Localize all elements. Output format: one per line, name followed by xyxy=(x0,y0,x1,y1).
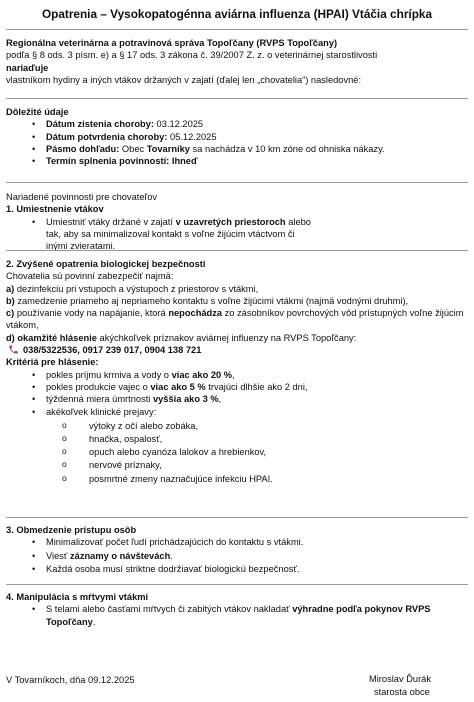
measure-c xyxy=(6,307,468,332)
item-value: 05.12.2025 xyxy=(167,131,217,142)
list-item xyxy=(6,381,468,393)
measure-label: b) xyxy=(6,295,15,306)
section-heading: 2. Zvýšené opatrenia biologickej bezpečnosti xyxy=(6,259,206,269)
item-text: Viesť xyxy=(46,550,70,561)
item-text: , xyxy=(232,369,235,380)
criteria-heading: Kritériá pre hlásenie: xyxy=(6,357,99,368)
section-intro: Chovatelia sú povinní zabezpečiť najmä: xyxy=(6,271,174,282)
item-text: alebo tak, aby sa minimalizoval kontakt s voľne žijúcim vtáctvom či inými zvieratami. xyxy=(46,216,311,252)
item-text: pokles príjmu krmiva a vody o xyxy=(46,369,172,380)
divider xyxy=(6,182,468,183)
measure-d xyxy=(6,332,468,344)
important-heading: Dôležité údaje xyxy=(6,107,69,117)
header-block xyxy=(6,37,468,86)
place-date: V Tovarníkoch, dňa 09.12.2025 xyxy=(6,675,135,685)
section-4-list xyxy=(6,603,468,628)
item-label: Dátum zistenia choroby: xyxy=(46,119,154,130)
item-text: , xyxy=(218,394,222,405)
measure-text: zamedzenie priameho aj nepriameho kontaktu s voľne žijúcimi vtákmi (najmä vodnými druhmi), xyxy=(14,295,409,306)
phone-numbers: 038/5322536, 0917 239 017, 0904 138 721 xyxy=(23,345,202,356)
measure-text: používanie vody na napájanie, ktorá xyxy=(14,308,169,319)
item-text-bold: vyššia ako 3 % xyxy=(152,394,219,405)
measure-text: akýchkoľvek príznakov aviárnej influenzy na RVPS Topoľčany: xyxy=(96,332,357,343)
section-2 xyxy=(6,258,468,486)
measure-a xyxy=(6,283,468,295)
section-3-list xyxy=(6,536,468,576)
item-text: trvajúci dlhšie ako 2 dni, xyxy=(205,381,308,392)
item-label: Termín splnenia povinností: Ihneď xyxy=(46,156,198,167)
item-text: Umiestniť vtáky držané v zajatí xyxy=(46,216,176,227)
criteria-list xyxy=(6,369,468,418)
divider xyxy=(6,29,468,30)
list-item xyxy=(6,155,468,167)
measure-label: d) xyxy=(6,332,15,343)
symptoms-list xyxy=(6,420,468,486)
section-4 xyxy=(6,591,468,628)
item-text: pokles produkcie vajec o xyxy=(46,381,151,392)
section-heading: 3. Obmedzenie prístupu osôb xyxy=(6,525,137,535)
important-list xyxy=(6,118,468,167)
list-item xyxy=(6,143,468,155)
list-item xyxy=(6,536,468,549)
section-1 xyxy=(6,191,468,252)
section-heading: 4. Manipulácia s mŕtvymi vtákmi xyxy=(6,592,149,602)
item-text-bold: záznamy o návštevách xyxy=(70,550,171,561)
item-text: Minimalizovať počet ľudí prichádzajúcich do kontaktu s vtákmi. xyxy=(46,537,304,548)
item-text: S telami alebo časťami mŕtvych či zabitých vtákov nakladať xyxy=(46,604,293,615)
orders-word: nariaďuje xyxy=(6,62,49,73)
signer-name: Miroslav Ďurák xyxy=(369,674,431,684)
list-item xyxy=(6,393,468,405)
item-text-bold: viac ako 5 % xyxy=(150,381,206,392)
list-item xyxy=(6,603,468,628)
list-item: o opuch alebo cyanóza lalokov a hrebienkov, xyxy=(6,446,468,459)
measure-text-bold: okamžité hlásenie xyxy=(14,332,97,343)
list-item xyxy=(6,216,468,253)
item-text-bold: výhradne podľa pokynov RVPS Topoľčany xyxy=(46,604,431,627)
list-item xyxy=(6,406,468,418)
section-heading: 1. Umiestnenie vtákov xyxy=(6,204,104,215)
measure-label: c) xyxy=(6,308,15,319)
item-text-bold: viac ako 20 % xyxy=(171,369,233,380)
item-text: . xyxy=(92,616,96,627)
section-3 xyxy=(6,524,468,576)
list-item xyxy=(6,131,468,143)
item-label: Dátum potvrdenia choroby: xyxy=(46,131,168,142)
list-item: o hnačka, ospalosť, xyxy=(6,433,468,446)
measure-text-bold: nepochádza xyxy=(168,308,223,319)
item-text: Každá osoba musí striktne dodržiavať biologickú bezpečnosť. xyxy=(46,563,300,574)
item-text-bold: v uzavretých priestoroch xyxy=(175,216,286,227)
list-item: o výtoky z očí alebo zobáka, xyxy=(6,420,468,433)
measure-text: dezinfekciu pri vstupoch a výstupoch z priestorov s vtákmi, xyxy=(14,283,259,294)
item-text: týždenná miera úmrtnosti xyxy=(46,394,153,405)
list-item xyxy=(6,563,468,576)
legal-basis: podľa § 8 ods. 3 písm. e) a § 17 ods. 3 zákona č. 39/2007 Z. z. o veterinárnej starostlivosti xyxy=(6,50,378,61)
list-item: o nervové príznaky, xyxy=(6,459,468,472)
item-value: Obec xyxy=(119,143,147,154)
divider xyxy=(6,98,468,99)
list-item xyxy=(6,118,468,130)
item-label: Pásmo dohľadu: xyxy=(46,143,120,154)
list-item xyxy=(6,550,468,563)
authority-name: Regionálna veterinárna a potravinová správa Topoľčany (RVPS Topoľčany) xyxy=(6,38,338,48)
village-name: Tovarníky xyxy=(146,143,190,154)
item-text: akékoľvek klinické prejavy: xyxy=(46,406,157,417)
signer-role: starosta obce xyxy=(374,687,430,697)
divider xyxy=(6,584,468,585)
document-title: Opatrenia – Vysokopatogénna aviárna influenza (HPAI) Vtáčia chrípka xyxy=(41,7,433,21)
recipients-text: vlastníkom hydiny a iných vtákov držaných v zajatí (ďalej len „chovatelia“) nasledovné: xyxy=(6,74,362,85)
measure-b xyxy=(6,295,468,307)
important-data xyxy=(6,106,468,167)
section-1-list xyxy=(6,216,468,253)
item-value: sa nachádza v 10 km zóne od ohniska nákazy. xyxy=(189,143,385,154)
item-text: . xyxy=(170,550,173,561)
divider xyxy=(6,250,468,251)
list-item xyxy=(6,369,468,381)
item-value: 03.12.2025 xyxy=(153,119,204,130)
phone-icon xyxy=(8,344,19,355)
divider xyxy=(6,517,468,518)
obligations-intro: Nariadené povinnosti pre chovateľov xyxy=(6,192,158,202)
measure-label: a) xyxy=(6,283,15,294)
list-item: o posmrtné zmeny naznačujúce infekciu HPAI. xyxy=(6,473,468,486)
phone-line xyxy=(6,344,468,356)
measure-text: zo zásobníkov povrchových vôd prístupných voľne žijúcim vtákom, xyxy=(6,308,464,331)
